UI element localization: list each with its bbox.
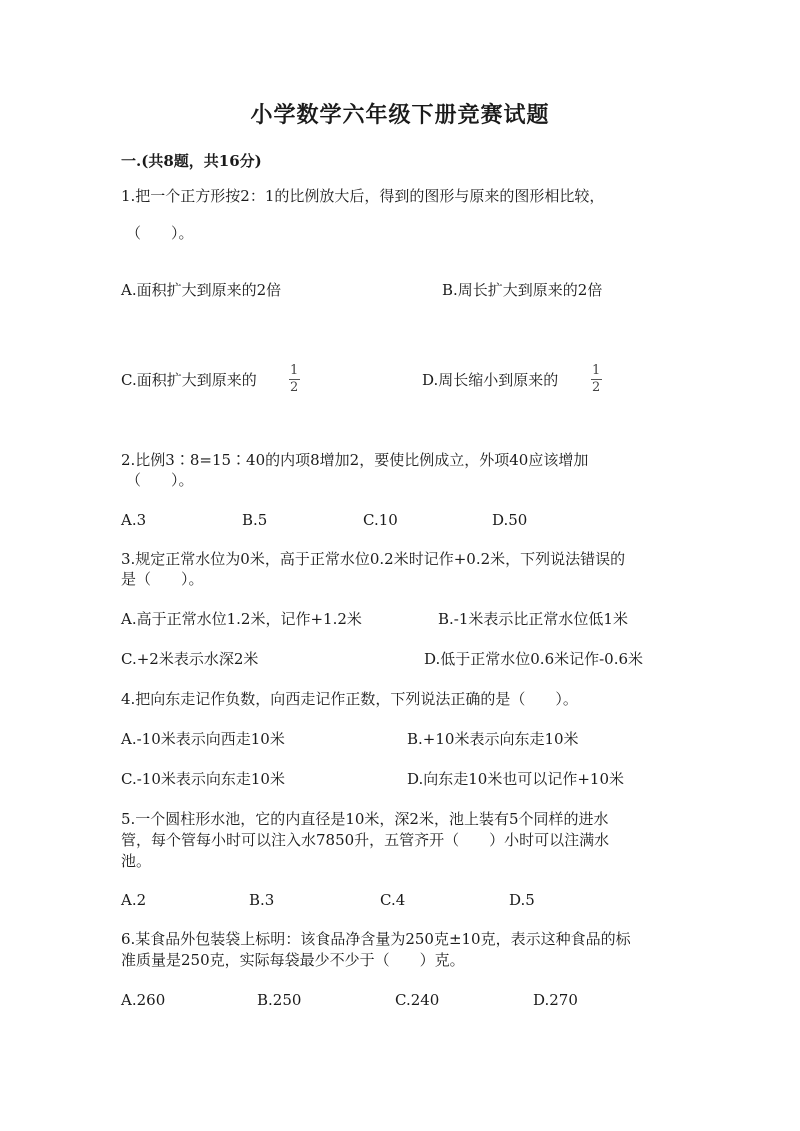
question-5-line-3: 池。: [121, 852, 152, 870]
question-6-option-c: C.240: [395, 991, 440, 1009]
question-3-option-c: C.+2米表示水深2米: [121, 650, 259, 668]
question-1-option-b: B.周长扩大到原来的2倍: [442, 281, 603, 299]
question-2-option-d: D.50: [492, 511, 528, 529]
question-4-line-1: 4.把向东走记作负数，向西走记作正数，下列说法正确的是（ ）。: [121, 690, 578, 708]
fraction-one-half-c: [288, 364, 300, 395]
question-5-line-1: 5.一个圆柱形水池，它的内直径是10米，深2米，池上装有5个同样的进水: [121, 810, 609, 828]
question-3-option-a: A.高于正常水位1.2米，记作+1.2米: [121, 610, 362, 628]
question-3-option-b: B.-1米表示比正常水位低1米: [438, 610, 628, 628]
question-6-line-1: 6.某食品外包装袋上标明：该食品净含量为250克±10克，表示这种食品的标: [121, 930, 631, 948]
section-heading: 一.(共8题，共16分): [121, 152, 262, 170]
fraction-one-half-d: [590, 364, 602, 395]
question-1-line-1: 1.把一个正方形按2：1的比例放大后，得到的图形与原来的图形相比较，: [121, 187, 605, 205]
question-2-option-b: B.5: [242, 511, 268, 529]
question-2-line-2: （ ）。: [126, 471, 194, 489]
question-6-line-2: 准质量是250克，实际每袋最少不少于（ ）克。: [121, 951, 465, 969]
question-3-line-1: 3.规定正常水位为0米，高于正常水位0.2米时记作+0.2米，下列说法错误的: [121, 550, 626, 568]
question-6-option-a: A.260: [121, 991, 166, 1009]
question-2-option-c: C.10: [363, 511, 398, 529]
question-1-option-a: A.面积扩大到原来的2倍: [121, 281, 282, 299]
question-3-line-2: 是（ ）。: [121, 570, 204, 588]
question-5-option-a: A.2: [121, 891, 147, 909]
fraction-numerator: 1: [592, 363, 601, 378]
question-5-option-d: D.5: [509, 891, 535, 909]
question-5-line-2: 管，每个管每小时可以注入水7850升，五管齐开（ ）小时可以注满水: [121, 831, 610, 849]
question-4-option-a: A.-10米表示向西走10米: [121, 730, 285, 748]
question-5-option-b: B.3: [249, 891, 275, 909]
fraction-denominator: 2: [290, 380, 299, 395]
fraction-denominator: 2: [592, 380, 601, 395]
fraction-numerator: 1: [290, 363, 299, 378]
question-5-option-c: C.4: [380, 891, 406, 909]
page-title: 小学数学六年级下册竞赛试题: [250, 102, 550, 128]
question-3-option-d: D.低于正常水位0.6米记作-0.6米: [424, 650, 644, 668]
question-4-option-c: C.-10米表示向东走10米: [121, 770, 285, 788]
question-1-line-2: （ ）。: [126, 224, 194, 242]
question-2-option-a: A.3: [121, 511, 147, 529]
question-1-option-c: C.面积扩大到原来的: [121, 371, 257, 389]
question-6-option-b: B.250: [257, 991, 302, 1009]
question-6-option-d: D.270: [533, 991, 578, 1009]
question-1-option-d: D.周长缩小到原来的: [422, 371, 559, 389]
question-4-option-d: D.向东走10米也可以记作+10米: [407, 770, 625, 788]
question-4-option-b: B.+10米表示向东走10米: [407, 730, 579, 748]
question-2-line-1: 2.比例3∶8=15∶40的内项8增加2，要使比例成立，外项40应该增加: [121, 451, 589, 469]
